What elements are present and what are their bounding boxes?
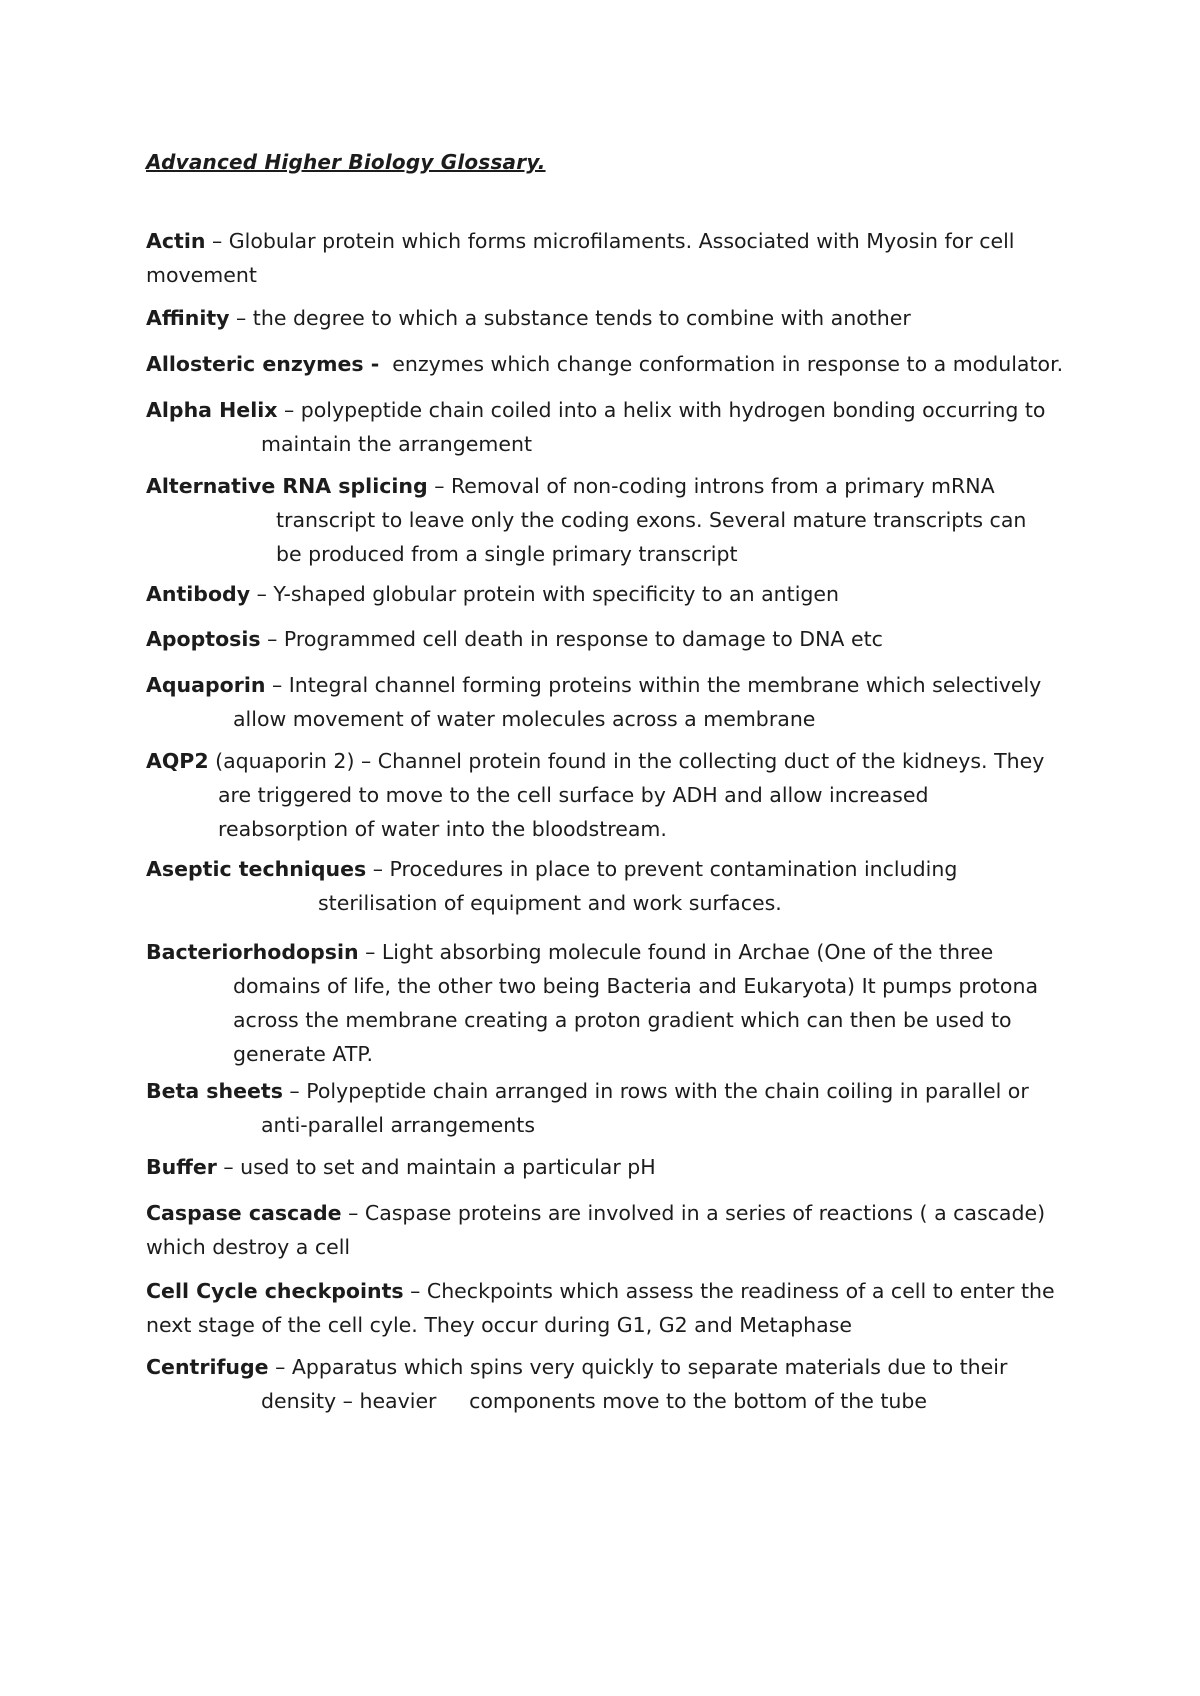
glossary-definition: – Checkpoints which assess the readiness of a cell to enter the: [403, 1279, 1055, 1303]
glossary-entry-actin: [146, 224, 1066, 292]
glossary-term: Actin: [146, 229, 206, 253]
entry-line: [146, 537, 1066, 571]
glossary-definition: – Apparatus which spins very quickly to separate materials due to their: [268, 1355, 1008, 1379]
entry-line: [146, 301, 1066, 335]
glossary-definition: – Polypeptide chain arranged in rows with the chain coiling in parallel or: [282, 1079, 1029, 1103]
entry-line: [146, 577, 1066, 611]
entry-line: [146, 503, 1066, 537]
glossary-entry-aquaporin: [146, 668, 1066, 736]
entry-line: [146, 347, 1066, 381]
glossary-definition: – polypeptide chain coiled into a helix with hydrogen bonding occurring to: [277, 398, 1046, 422]
glossary-definition: next stage of the cell cyle. They occur during G1, G2 and Metaphase: [146, 1313, 853, 1337]
glossary-definition: movement: [146, 263, 257, 287]
entry-line: [146, 1196, 1066, 1230]
entry-line: [146, 1230, 1066, 1264]
glossary-definition: – Y-shaped globular protein with specificity to an antigen: [250, 582, 840, 606]
glossary-entry-antibody: [146, 577, 1066, 611]
glossary-entry-buffer: [146, 1150, 1066, 1184]
glossary-term: Cell Cycle checkpoints: [146, 1279, 404, 1303]
glossary-term: Beta sheets: [146, 1079, 283, 1103]
glossary-definition: allow movement of water molecules across a membrane: [233, 707, 816, 731]
glossary-term: Allosteric enzymes -: [146, 352, 380, 376]
glossary-definition: – the degree to which a substance tends to combine with another: [229, 306, 911, 330]
entry-line: [146, 1350, 1066, 1384]
glossary-term: Aquaporin: [146, 673, 266, 697]
glossary-term: Antibody: [146, 582, 251, 606]
glossary-entry-centrifuge: [146, 1350, 1066, 1418]
glossary-term: Alternative RNA splicing: [146, 474, 428, 498]
glossary-definition: be produced from a single primary transcript: [276, 542, 738, 566]
glossary-entry-caspase-cascade: [146, 1196, 1066, 1264]
glossary-definition: enzymes which change conformation in response to a modulator.: [379, 352, 1064, 376]
glossary-entry-affinity: [146, 301, 1066, 335]
entry-line: [146, 1308, 1066, 1342]
glossary-entry-allosteric-enzymes: [146, 347, 1066, 381]
glossary-entry-alpha-helix: [146, 393, 1066, 461]
glossary-definition: generate ATP.: [233, 1042, 374, 1066]
glossary-definition: which destroy a cell: [146, 1235, 351, 1259]
glossary-entry-cell-cycle-checkpoints: [146, 1274, 1066, 1342]
glossary-entry-alternative-rna-splicing: [146, 469, 1066, 571]
entry-line: [146, 886, 1066, 920]
glossary-definition: – Caspase proteins are involved in a series of reactions ( a cascade): [341, 1201, 1046, 1225]
entry-line: [146, 702, 1066, 736]
glossary-definition: maintain the arrangement: [261, 432, 533, 456]
entry-line: [146, 744, 1066, 778]
entry-line: [146, 778, 1066, 812]
glossary-definition: transcript to leave only the coding exons. Several mature transcripts can: [276, 508, 1027, 532]
glossary-entry-bacteriorhodopsin: [146, 935, 1066, 1071]
entry-line: [146, 1274, 1066, 1308]
entry-line: [146, 668, 1066, 702]
glossary-term: Apoptosis: [146, 627, 261, 651]
entry-line: [146, 258, 1066, 292]
glossary-term: Centrifuge: [146, 1355, 269, 1379]
entry-line: [146, 393, 1066, 427]
entry-line: [146, 1003, 1066, 1037]
glossary-entry-beta-sheets: [146, 1074, 1066, 1142]
glossary-term: Alpha Helix: [146, 398, 278, 422]
entry-line: [146, 1108, 1066, 1142]
entry-line: [146, 224, 1066, 258]
glossary-term: AQP2: [146, 749, 209, 773]
glossary-term: Caspase cascade: [146, 1201, 342, 1225]
glossary-definition: across the membrane creating a proton gradient which can then be used to: [233, 1008, 1012, 1032]
glossary-entry-apoptosis: [146, 622, 1066, 656]
glossary-definition: are triggered to move to the cell surface by ADH and allow increased: [218, 783, 929, 807]
entry-line: [146, 1074, 1066, 1108]
glossary-term: Aseptic techniques: [146, 857, 367, 881]
glossary-definition: density – heavier components move to the bottom of the tube: [261, 1389, 928, 1413]
glossary-definition: sterilisation of equipment and work surfaces.: [318, 891, 782, 915]
glossary-definition: domains of life, the other two being Bacteria and Eukaryota) It pumps protona: [233, 974, 1039, 998]
page-title: Advanced Higher Biology Glossary.: [146, 150, 546, 174]
glossary-definition: – Globular protein which forms microfilaments. Associated with Myosin for cell: [205, 229, 1015, 253]
entry-line: [146, 427, 1066, 461]
glossary-definition: (aquaporin 2) – Channel protein found in the collecting duct of the kidneys. They: [208, 749, 1045, 773]
entry-line: [146, 1384, 1066, 1418]
glossary-entry-aseptic-techniques: [146, 852, 1066, 920]
glossary-term: Bacteriorhodopsin: [146, 940, 359, 964]
entry-line: [146, 622, 1066, 656]
entry-line: [146, 469, 1066, 503]
glossary-definition: – Procedures in place to prevent contamination including: [366, 857, 958, 881]
glossary-definition: anti-parallel arrangements: [261, 1113, 535, 1137]
glossary-entry-aqp2: [146, 744, 1066, 846]
glossary-definition: – Removal of non-coding introns from a primary mRNA: [427, 474, 995, 498]
entry-line: [146, 969, 1066, 1003]
glossary-definition: – used to set and maintain a particular pH: [216, 1155, 656, 1179]
entry-line: [146, 935, 1066, 969]
glossary-definition: – Integral channel forming proteins within the membrane which selectively: [265, 673, 1042, 697]
glossary-definition: – Light absorbing molecule found in Archae (One of the three: [358, 940, 994, 964]
entry-line: [146, 1150, 1066, 1184]
glossary-term: Buffer: [146, 1155, 217, 1179]
glossary-definition: – Programmed cell death in response to damage to DNA etc: [260, 627, 883, 651]
entry-line: [146, 1037, 1066, 1071]
glossary-definition: reabsorption of water into the bloodstream.: [218, 817, 667, 841]
entry-line: [146, 812, 1066, 846]
glossary-term: Affinity: [146, 306, 230, 330]
entry-line: [146, 852, 1066, 886]
